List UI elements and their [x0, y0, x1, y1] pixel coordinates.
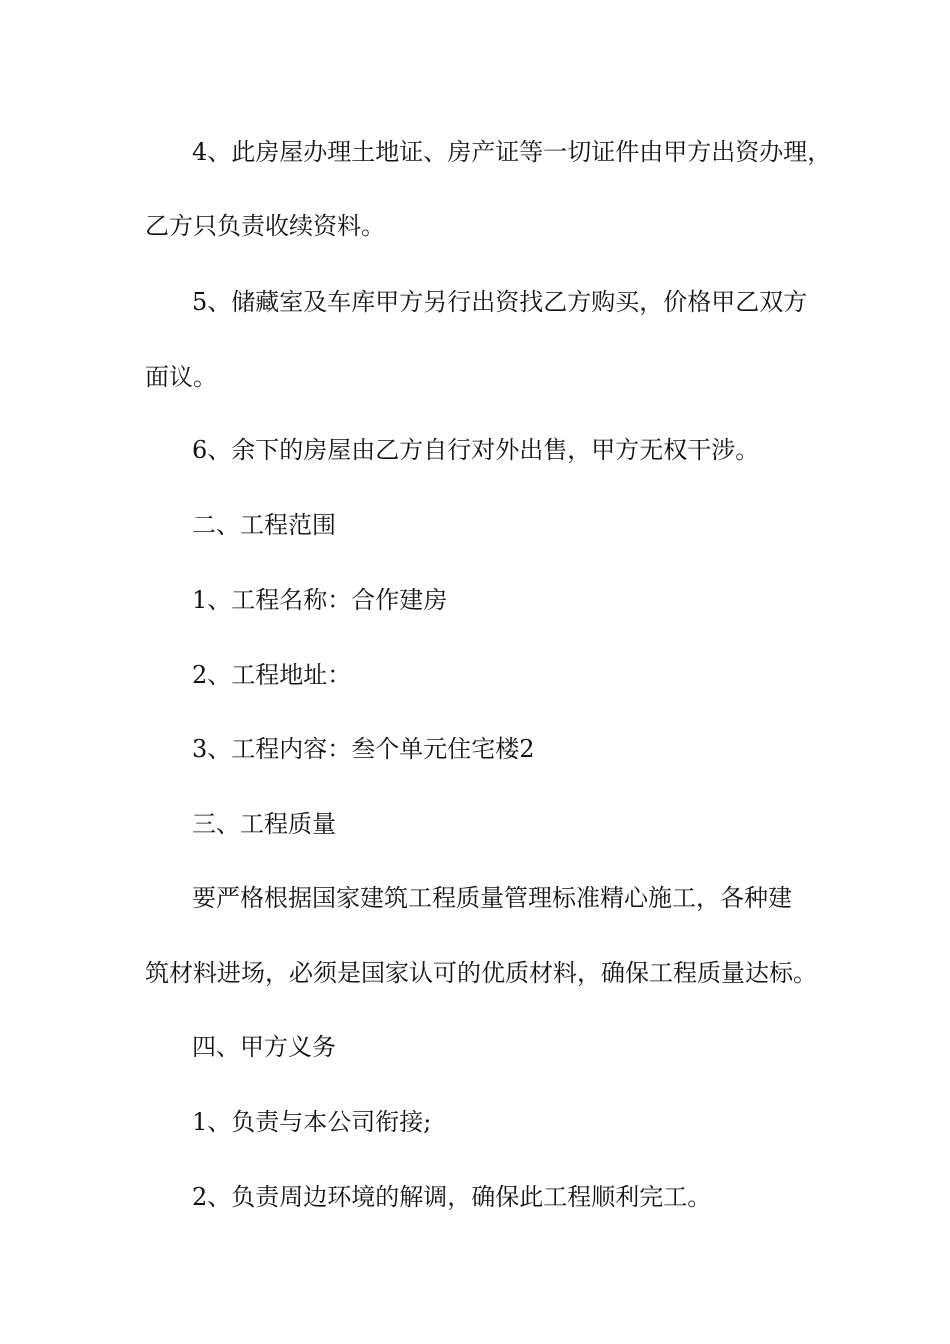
- duty-item-2: 2、负责周边环境的解调，确保此工程顺利完工。: [192, 1183, 712, 1211]
- scope-item-name: 1、工程名称：合作建房: [192, 586, 448, 614]
- clause-4-line-1: 4、此房屋办理土地证、房产证等一切证件由甲方出资办理，: [192, 138, 832, 166]
- scope-item-content: 3、工程内容：叁个单元住宅楼2: [192, 735, 535, 763]
- scope-item-address: 2、工程地址：: [192, 661, 352, 689]
- section-heading-party-a-duties: 四、甲方义务: [192, 1033, 336, 1061]
- section-heading-scope: 二、工程范围: [192, 511, 336, 539]
- quality-text-line-2: 筑材料进场，必须是国家认可的优质材料，确保工程质量达标。: [145, 959, 817, 987]
- clause-5-line-1: 5、储藏室及车库甲方另行出资找乙方购买，价格甲乙双方: [192, 288, 808, 316]
- clause-4-line-2: 乙方只负责收续资料。: [145, 212, 385, 240]
- section-heading-quality: 三、工程质量: [192, 810, 336, 838]
- clause-5-line-2: 面议。: [145, 363, 217, 391]
- duty-item-1: 1、负责与本公司衔接;: [192, 1108, 432, 1136]
- clause-6: 6、余下的房屋由乙方自行对外出售，甲方无权干涉。: [192, 436, 760, 464]
- quality-text-line-1: 要严格根据国家建筑工程质量管理标准精心施工，各种建: [192, 884, 792, 912]
